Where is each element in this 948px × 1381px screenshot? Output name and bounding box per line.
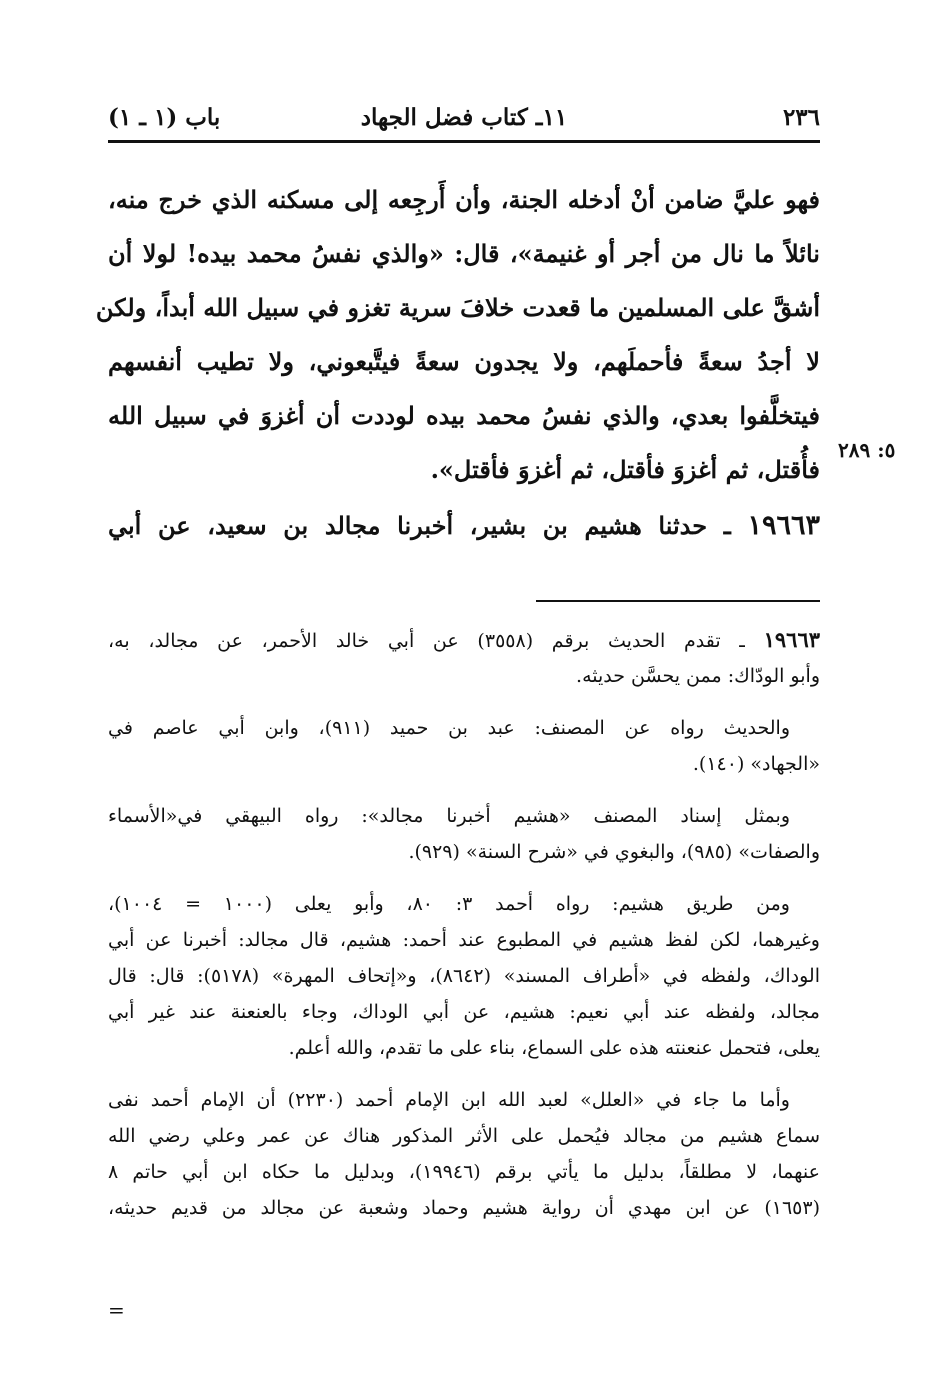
footnote-line: وأما ما جاء في «العلل» لعبد الله ابن الإمام أحمد (٢٢٣٠) أن الإمام أحمد نفى <box>108 1089 790 1111</box>
main-text-line: أشقَّ على المسلمين ما قعدت خلافَ سرية تغزو في سبيل الله أبداً، ولكن <box>95 293 820 322</box>
main-text <box>95 180 820 504</box>
main-text-line: فأُقتل، ثم أغزوَ فأقتل، ثم أغزوَ فأقتل». <box>430 455 820 484</box>
footnote-line: «الجهاد» (١٤٠). <box>692 753 820 775</box>
footnote-line: ومن طريق هشيم: رواه أحمد ٣: ٨٠، وأبو يعلى (١٠٠٠ = ١٠٠٤)، <box>108 893 790 915</box>
footnote-line: (١٦٥٣) عن ابن مهدي أن رواية هشيم وحماد وشعبة عن مجالد من قديم حديثه، <box>108 1197 820 1219</box>
footnotes <box>108 624 820 1228</box>
hadith-heading <box>108 506 820 546</box>
footnote-line: مجالد، ولفظه عند أبي نعيم: هشيم، عن أبي الوداك، وجاء بالعنعنة عند غير أبي <box>108 1001 820 1023</box>
footnote-line: وبمثل إسناد المصنف «هشيم أخبرنا مجالد»: رواه البيهقي في«الأسماء <box>108 805 790 827</box>
main-text-line: فهو عليَّ ضامن أنْ أدخله الجنة، وأن أَرجِعه إلى مسكنه الذي خرج منه، <box>108 185 820 214</box>
footnote-line: والصفات» (٩٨٥)، والبغوي في «شرح السنة» (٩٢٩). <box>408 841 820 863</box>
footnote-separator <box>536 600 820 602</box>
footnote-line: الوداك، ولفظه في «أطراف المسند» (٨٦٤٢)، و«إتحاف المهرة» (٥١٧٨): قال: قال <box>108 965 820 987</box>
main-text-line: نائلاً ما نال من أجر أو غنيمة»، قال: «والذي نفسُ محمد بيده! لولا أن <box>108 239 820 268</box>
main-text-line: فيتخلَّفوا بعدي، والذي نفسُ محمد بيده لوددت أن أغزوَ في سبيل الله <box>108 401 820 430</box>
footnote-text: ـ تقدم الحديث برقم (٣٥٥٨) عن أبي خالد الأحمر، عن مجالد، به، <box>108 630 745 652</box>
continuation-mark: = <box>108 1298 125 1322</box>
page-number: ٢٣٦ <box>782 104 820 131</box>
hadith-text: ـ حدثنا هشيم بن بشير، أخبرنا مجالد بن سعيد، عن أبي <box>108 511 731 540</box>
main-text-line: لا أجدُ سعةً فأحملَهم، ولا يجدون سعةً فيتَّبعوني، ولا تطيب أنفسهم <box>108 347 820 376</box>
footnote-line: والحديث رواه عن المصنف: عبد بن حميد (٩١١)، وابن أبي عاصم في <box>108 717 790 739</box>
footnote-line: عنهما، لا مطلقاً، بدليل ما يأتي برقم (١٩٩٤٦)، وبدليل ما حكاه ابن أبي حاتم ٨ <box>108 1161 820 1183</box>
footnote-line <box>108 624 820 660</box>
chapter-label: باب (١ ـ ١) <box>108 104 221 131</box>
footnote-line: سماع هشيم من مجالد فيُحمل على الأثر المذكور هناك عن عمر وعلي رضي الله <box>108 1125 820 1147</box>
margin-reference: ٥: ٢٨٩ <box>838 438 896 462</box>
running-header <box>108 100 820 143</box>
footnote-line: وغيرهما، لكن لفظ هشيم في المطبوع عند أحمد: هشيم، قال مجالد: أخبرنا عن أبي <box>108 929 820 951</box>
footnote-line: يعلى، فتحمل عنعنته هذه على السماع، بناء على ما تقدم، والله أعلم. <box>288 1037 820 1059</box>
hadith-number: ١٩٦٦٣ <box>747 510 820 541</box>
footnote-number: ١٩٦٦٣ <box>763 627 821 652</box>
book-title: ١١ـ كتاب فضل الجهاد <box>360 104 568 131</box>
footnote-line: وأبو الودّاك: ممن يحسَّن حديثه. <box>576 665 820 687</box>
